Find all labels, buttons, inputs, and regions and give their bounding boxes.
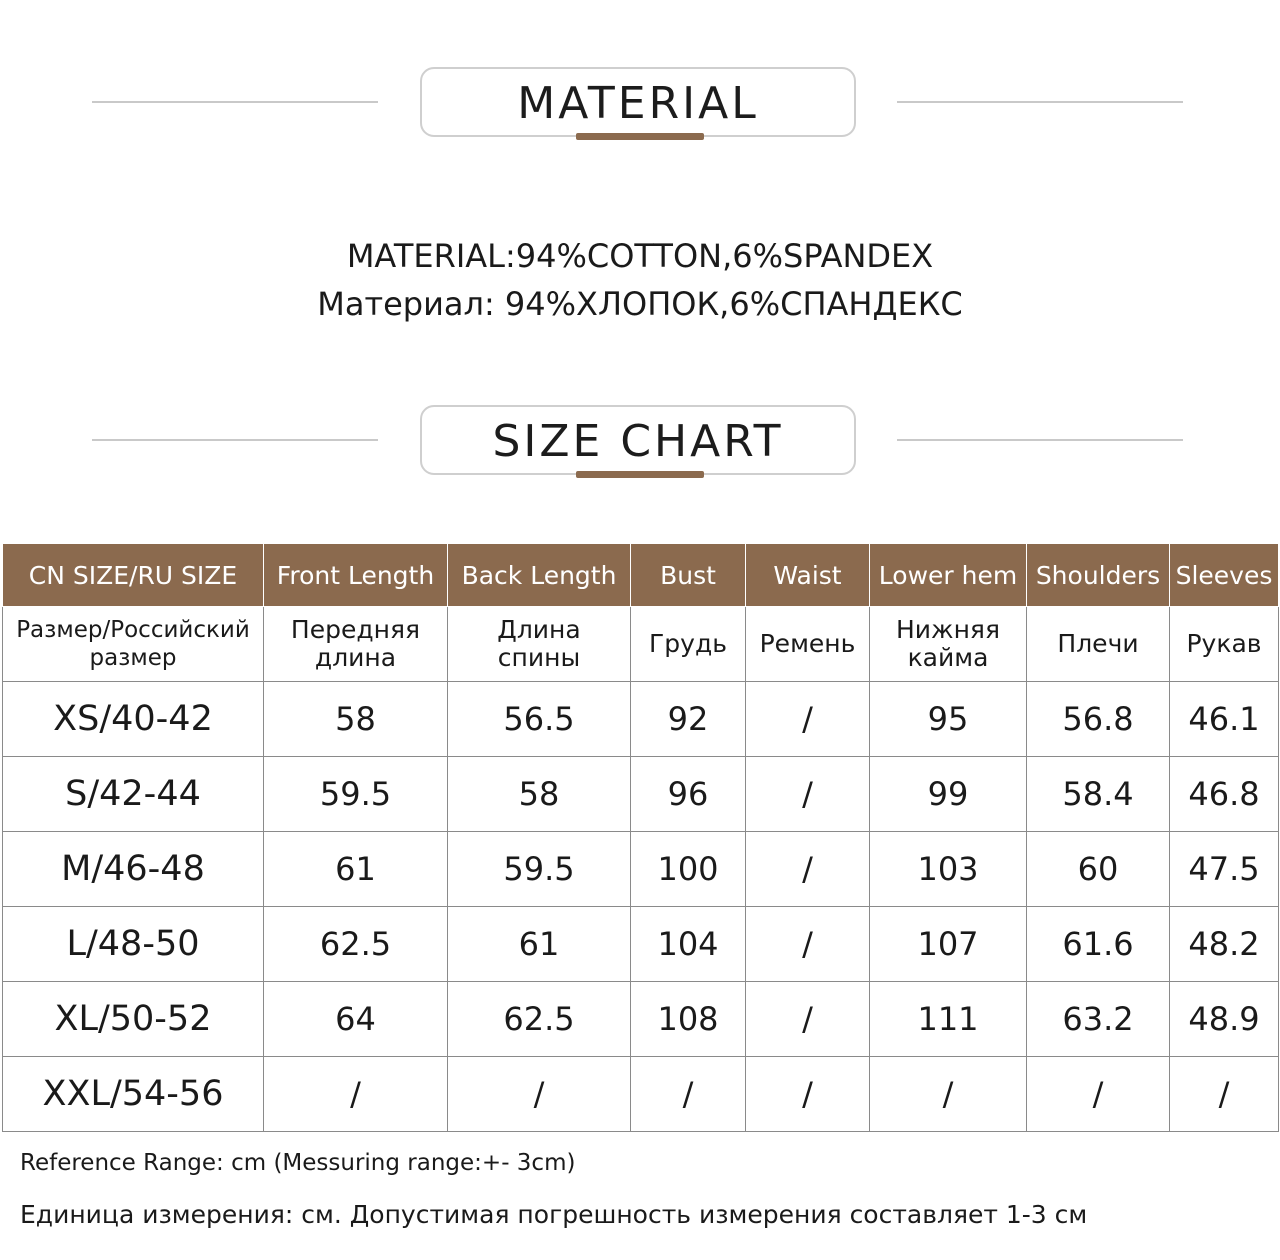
cell-waist: / — [746, 1057, 870, 1132]
header-en-back-length: Back Length — [448, 544, 631, 607]
size-chart-table — [2, 543, 1279, 1132]
cell-size: XS/40-42 — [3, 682, 264, 757]
cell-bust: / — [631, 1057, 746, 1132]
size-chart-heading-badge — [420, 405, 856, 475]
cell-sleeves: / — [1170, 1057, 1279, 1132]
material-heading-badge — [420, 67, 856, 137]
cell-back-length: 62.5 — [448, 982, 631, 1057]
cell-shoulders: 56.8 — [1027, 682, 1170, 757]
cell-front-length: 61 — [264, 832, 448, 907]
cell-waist: / — [746, 682, 870, 757]
material-divider-right — [897, 101, 1183, 103]
cell-front-length: 59.5 — [264, 757, 448, 832]
cell-front-length: 58 — [264, 682, 448, 757]
header-en-bust: Bust — [631, 544, 746, 607]
cell-back-length: 56.5 — [448, 682, 631, 757]
header-row-en — [3, 544, 1279, 607]
cell-bust: 108 — [631, 982, 746, 1057]
header-ru-shoulders: Плечи — [1027, 607, 1170, 682]
header-ru-bust: Грудь — [631, 607, 746, 682]
cell-size: S/42-44 — [3, 757, 264, 832]
cell-front-length: 62.5 — [264, 907, 448, 982]
header-en-shoulders: Shoulders — [1027, 544, 1170, 607]
cell-back-length: 61 — [448, 907, 631, 982]
header-ru-waist: Ремень — [746, 607, 870, 682]
header-ru-sleeves: Рукав — [1170, 607, 1279, 682]
cell-waist: / — [746, 907, 870, 982]
material-divider-left — [92, 101, 378, 103]
cell-waist: / — [746, 832, 870, 907]
cell-size: XXL/54-56 — [3, 1057, 264, 1132]
reference-note-ru: Единица измерения: см. Допустимая погрешность измерения составляет 1-3 см — [20, 1200, 1088, 1229]
material-heading-accent — [576, 133, 704, 140]
table-row — [3, 757, 1279, 832]
header-en-sleeves: Sleeves — [1170, 544, 1279, 607]
cell-bust: 104 — [631, 907, 746, 982]
cell-shoulders: 60 — [1027, 832, 1170, 907]
table-row — [3, 1057, 1279, 1132]
header-ru-lower-hem: Нижняя кайма — [870, 607, 1027, 682]
cell-lower-hem: 111 — [870, 982, 1027, 1057]
cell-lower-hem: 95 — [870, 682, 1027, 757]
header-ru-size: Размер/Российский размер — [3, 607, 264, 682]
table-row — [3, 982, 1279, 1057]
size-divider-left — [92, 439, 378, 441]
cell-sleeves: 48.2 — [1170, 907, 1279, 982]
cell-sleeves: 48.9 — [1170, 982, 1279, 1057]
cell-front-length: 64 — [264, 982, 448, 1057]
cell-shoulders: 61.6 — [1027, 907, 1170, 982]
cell-sleeves: 46.8 — [1170, 757, 1279, 832]
cell-lower-hem: / — [870, 1057, 1027, 1132]
header-en-waist: Waist — [746, 544, 870, 607]
header-en-lower-hem: Lower hem — [870, 544, 1027, 607]
cell-lower-hem: 103 — [870, 832, 1027, 907]
size-divider-right — [897, 439, 1183, 441]
cell-bust: 96 — [631, 757, 746, 832]
material-line-en: MATERIAL:94%COTTON,6%SPANDEX — [346, 237, 934, 275]
cell-back-length: / — [448, 1057, 631, 1132]
cell-back-length: 59.5 — [448, 832, 631, 907]
cell-bust: 100 — [631, 832, 746, 907]
reference-note-en: Reference Range: cm (Messuring range:+- 3cm) — [20, 1150, 576, 1176]
header-ru-front-length: Передняя длина — [264, 607, 448, 682]
cell-waist: / — [746, 757, 870, 832]
cell-waist: / — [746, 982, 870, 1057]
material-heading: MATERIAL — [517, 78, 759, 129]
cell-size: M/46-48 — [3, 832, 264, 907]
cell-shoulders: 63.2 — [1027, 982, 1170, 1057]
header-row-ru — [3, 607, 1279, 682]
header-ru-back-length: Длина спины — [448, 607, 631, 682]
cell-size: L/48-50 — [3, 907, 264, 982]
cell-shoulders: / — [1027, 1057, 1170, 1132]
cell-lower-hem: 107 — [870, 907, 1027, 982]
cell-back-length: 58 — [448, 757, 631, 832]
size-chart-heading: SIZE CHART — [492, 416, 784, 467]
cell-front-length: / — [264, 1057, 448, 1132]
material-line-ru: Материал: 94%ХЛОПОК,6%СПАНДЕКС — [317, 285, 963, 323]
cell-size: XL/50-52 — [3, 982, 264, 1057]
material-description — [0, 232, 1280, 328]
header-en-front-length: Front Length — [264, 544, 448, 607]
cell-lower-hem: 99 — [870, 757, 1027, 832]
header-en-size: CN SIZE/RU SIZE — [3, 544, 264, 607]
size-chart-heading-accent — [576, 471, 704, 478]
cell-sleeves: 47.5 — [1170, 832, 1279, 907]
table-row — [3, 907, 1279, 982]
table-row — [3, 832, 1279, 907]
table-row — [3, 682, 1279, 757]
cell-sleeves: 46.1 — [1170, 682, 1279, 757]
cell-bust: 92 — [631, 682, 746, 757]
cell-shoulders: 58.4 — [1027, 757, 1170, 832]
